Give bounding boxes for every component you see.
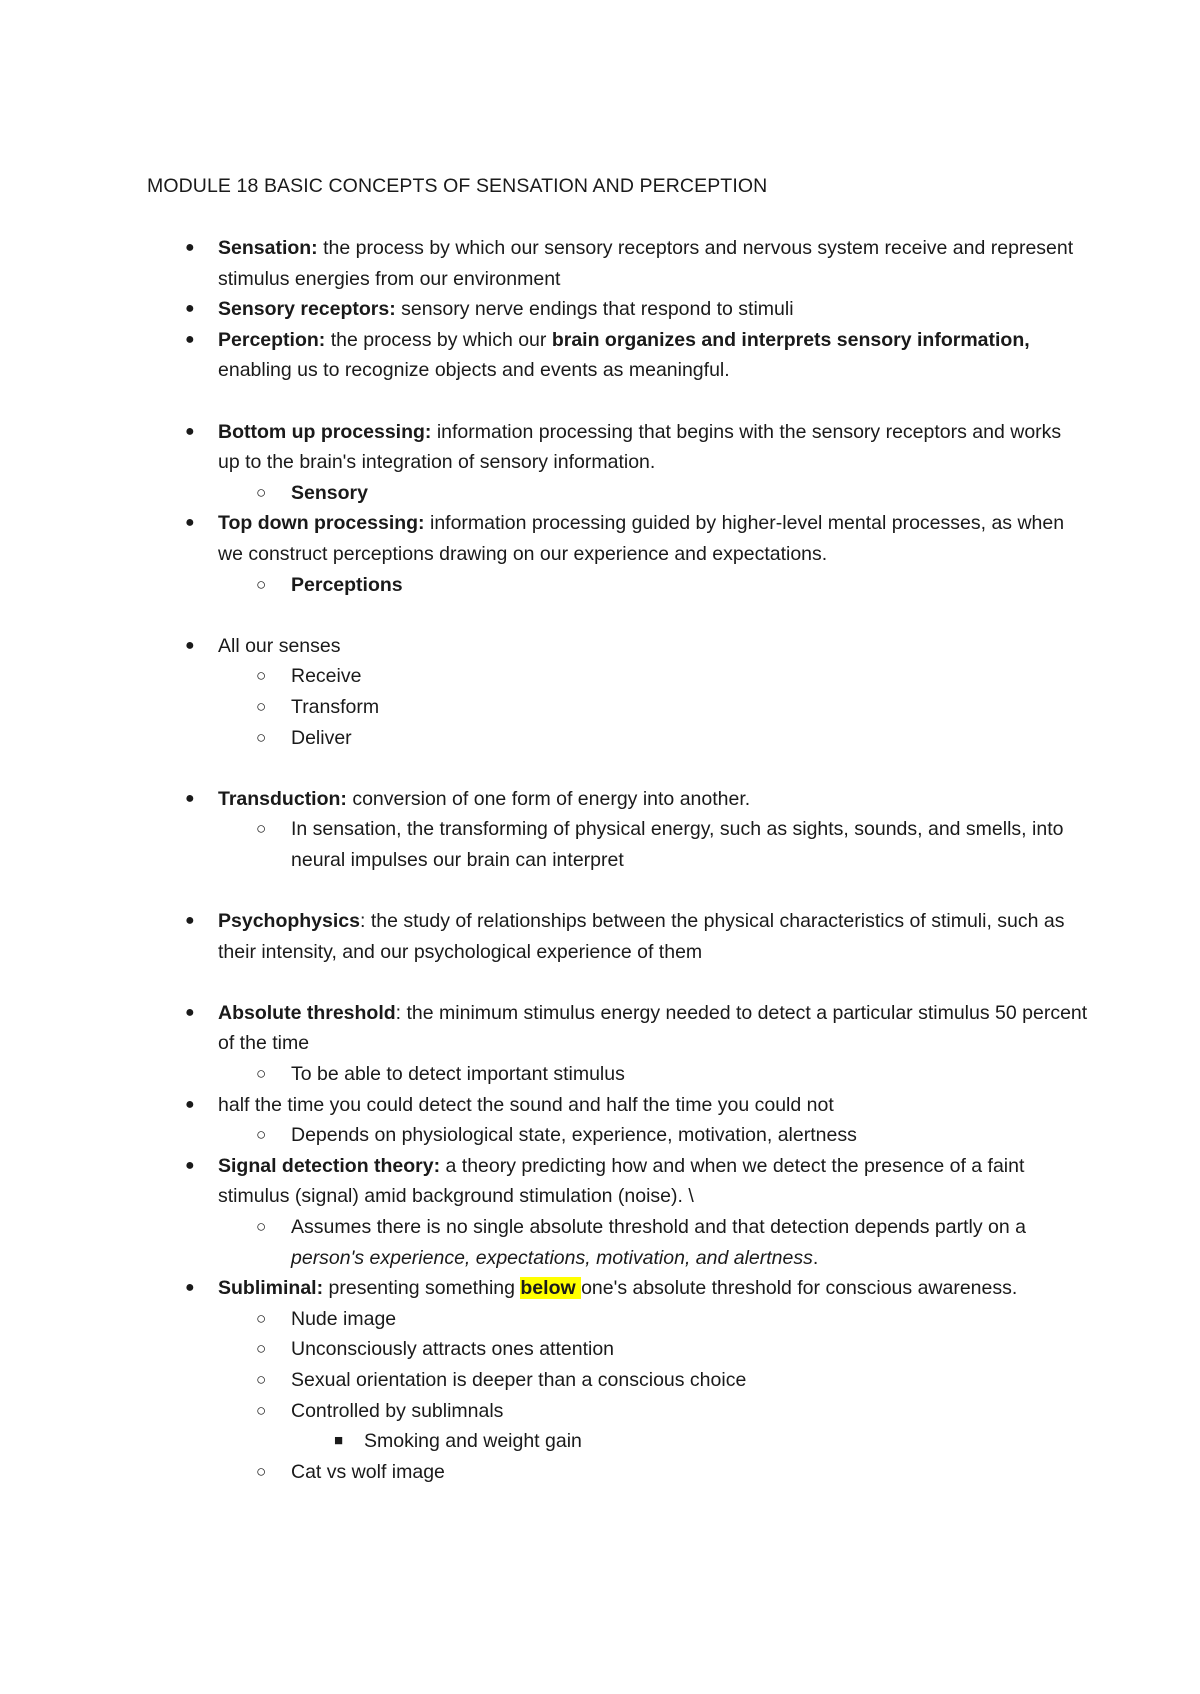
term: Perception: [218, 328, 326, 351]
list-item-top-down [185, 508, 1088, 569]
term: Top down processing: [218, 512, 425, 535]
bullet-icon: ● [185, 789, 195, 807]
bullet-icon: ● [185, 912, 195, 930]
sub-text: Unconsciously attracts ones attention [291, 1338, 615, 1361]
term: Sensory receptors: [218, 298, 396, 321]
circle-bullet-icon: ○ [256, 1461, 267, 1481]
circle-bullet-icon: ○ [256, 1369, 267, 1389]
sub-text: Perceptions [291, 573, 403, 596]
list-item-sensation [185, 233, 1088, 294]
bullet-icon: ● [185, 330, 195, 348]
list-item-subliminal [185, 1273, 1088, 1304]
sub-item-sensory [256, 478, 1091, 509]
term: Sensation: [218, 237, 318, 259]
definition: information processing guided by higher-level mental processes, as when we construct perceptions drawing on our experience and expectations. [218, 512, 1065, 565]
module-title: MODULE 18 BASIC CONCEPTS OF SENSATION AND PERCEPTION [147, 175, 768, 197]
sub-text-end: . [812, 1246, 819, 1269]
definition-bold: brain organizes and interprets sensory information, [551, 328, 1030, 351]
circle-bullet-icon: ○ [256, 1064, 267, 1084]
circle-bullet-icon: ○ [256, 727, 267, 747]
definition: information processing that begins with the sensory receptors and works up to the brain's integration of sensory information. [218, 420, 1062, 474]
highlighted-word: below [520, 1277, 582, 1300]
definition: presenting something [323, 1277, 521, 1300]
circle-bullet-icon: ○ [256, 482, 267, 502]
square-bullet-icon: ■ [334, 1432, 344, 1450]
bullet-icon: ● [185, 300, 195, 318]
definition: a theory predicting how and when we detect the presence of a faint stimulus (signal) amid background stimulation (noise). \ [218, 1154, 1025, 1208]
notes-list [0, 233, 1200, 1487]
sub-text: Controlled by sublimnals [291, 1399, 504, 1422]
term: Absolute threshold [218, 1001, 396, 1024]
bullet-icon: ● [185, 514, 195, 532]
definition: sensory nerve endings that respond to stimuli [395, 298, 794, 321]
sub-item-cat-wolf [256, 1457, 1091, 1488]
sub-text: Sexual orientation is deeper than a conscious choice [291, 1368, 747, 1391]
definition: : the study of relationships between the physical characteristics of stimuli, such as their intensity, and our psychological experience of them [218, 910, 1065, 963]
sub-sub-text: Smoking and weight gain [364, 1430, 582, 1453]
sub-item-receive [256, 661, 1091, 692]
circle-bullet-icon: ○ [256, 1400, 267, 1420]
list-item-perception [185, 325, 1088, 386]
sub-item-depends [256, 1120, 1091, 1151]
sub-text: Cat vs wolf image [291, 1460, 445, 1483]
list-item-senses [185, 631, 1088, 662]
term: Transduction: [218, 787, 347, 810]
list-item-psychophysics [185, 906, 1088, 967]
sub-item-transduction [256, 814, 1091, 875]
sub-text: Transform [291, 695, 380, 718]
sub-item-controlled [256, 1396, 1091, 1427]
item-text: half the time you could detect the sound and half the time you could not [218, 1093, 834, 1116]
sub-text: Assumes there is no single absolute threshold and that detection depends partly on a [291, 1216, 1026, 1238]
bullet-icon: ● [185, 1095, 195, 1113]
sub-item-perceptions [256, 570, 1091, 601]
list-item-sensory-receptors [185, 294, 1088, 325]
list-item-absolute-threshold [185, 998, 1088, 1059]
bullet-icon: ● [185, 1156, 195, 1174]
circle-bullet-icon: ○ [256, 819, 267, 839]
sub-text: Nude image [291, 1307, 397, 1330]
sub-item-orientation [256, 1365, 1091, 1396]
sub-text: Depends on physiological state, experience, motivation, alertness [291, 1124, 857, 1147]
term: Bottom up processing: [218, 420, 432, 443]
bullet-icon: ● [185, 422, 195, 440]
circle-bullet-icon: ○ [256, 666, 267, 686]
term: Psychophysics [218, 910, 360, 933]
list-item-signal-detection [185, 1151, 1088, 1212]
circle-bullet-icon: ○ [256, 1217, 267, 1236]
sub-text: To be able to detect important stimulus [291, 1063, 625, 1086]
bullet-icon: ● [185, 239, 195, 256]
sub-item-deliver [256, 723, 1091, 754]
sub-item-detect-important [256, 1059, 1091, 1090]
list-item-half-the-time [185, 1090, 1088, 1121]
list-item-bottom-up [185, 417, 1088, 478]
bullet-icon: ● [185, 1279, 195, 1297]
definition: one's absolute threshold for conscious awareness. [581, 1277, 1018, 1300]
list-item-transduction [185, 784, 1088, 815]
circle-bullet-icon: ○ [256, 1308, 267, 1328]
bullet-icon: ● [185, 636, 195, 654]
sub-text: Sensory [291, 481, 368, 504]
term: Signal detection theory: [218, 1154, 441, 1177]
circle-bullet-icon: ○ [256, 1125, 267, 1145]
circle-bullet-icon: ○ [256, 1339, 267, 1359]
circle-bullet-icon: ○ [256, 574, 267, 594]
sub-sub-item-smoking [334, 1426, 1064, 1457]
bullet-icon: ● [185, 1003, 195, 1021]
sub-item-assumes [256, 1212, 1091, 1273]
sub-text: Deliver [291, 726, 352, 749]
definition: the process by which our sensory receptors and nervous system receive and represent stimulus energies from our environment [218, 237, 1074, 290]
sub-item-nude-image [256, 1304, 1091, 1335]
definition: : the minimum stimulus energy needed to detect a particular stimulus 50 percent of the time [218, 1001, 1088, 1055]
definition: conversion of one form of energy into another. [346, 787, 751, 810]
sub-text: In sensation, the transforming of physical energy, such as sights, sounds, and smells, into neural impulses our brain can interpret [291, 818, 1064, 871]
sub-item-transform [256, 692, 1091, 723]
circle-bullet-icon: ○ [256, 696, 267, 716]
definition: enabling us to recognize objects and events as meaningful. [218, 359, 730, 382]
definition: the process by which our [325, 328, 552, 351]
item-text: All our senses [218, 634, 341, 657]
term: Subliminal: [218, 1277, 324, 1300]
sub-item-attracts [256, 1334, 1091, 1365]
sub-text-italic: person's experience, expectations, motivation, and alertness [291, 1246, 813, 1269]
sub-text: Receive [291, 665, 362, 688]
